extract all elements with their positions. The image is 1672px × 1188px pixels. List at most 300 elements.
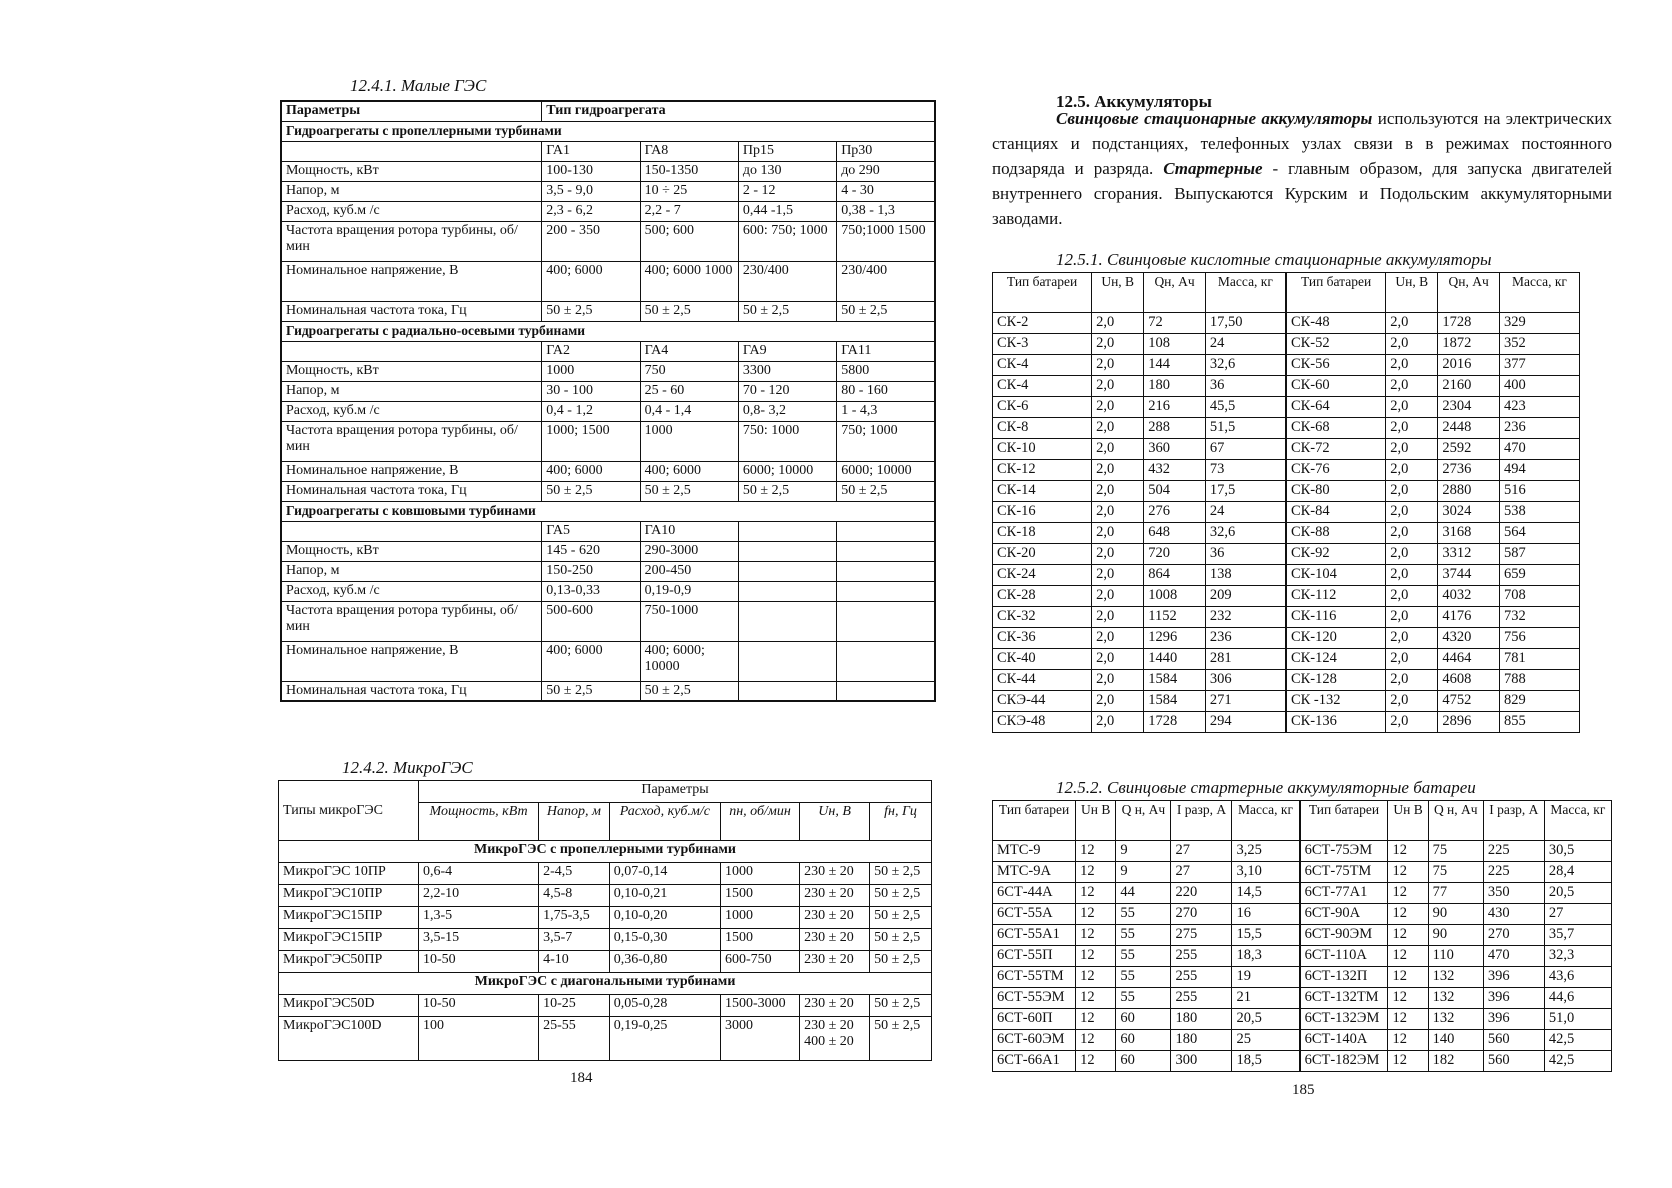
table-row [281,541,935,561]
table-cell: 6СТ-55ЭМ [993,988,1076,1009]
table-cell: 306 [1205,670,1286,691]
table-cell: 140 [1428,1030,1483,1051]
table-cell: 50 ± 2,5 [640,301,738,321]
table-cell: МТС-9 [993,841,1076,862]
table-cell: 4 - 30 [837,181,935,201]
table-cell: 27 [1544,904,1611,925]
table-cell: 108 [1144,334,1206,355]
table-row [281,181,935,201]
table-cell: 0,10-0,21 [609,885,720,907]
column-header: Uн В [1388,801,1428,841]
table-cell: 2880 [1438,481,1500,502]
table-cell: 50 ± 2,5 [870,907,932,929]
table-cell: 500; 600 [640,221,738,261]
table-cell: 0,15-0,30 [609,929,720,951]
table-row [993,586,1580,607]
table-cell [281,341,542,361]
table-cell: МикроГЭС10ПР [279,885,419,907]
table-cell: 750: 1000 [738,421,836,461]
table-cell: СК-104 [1286,565,1386,586]
table-row [993,946,1612,967]
table-cell: 30 - 100 [542,381,640,401]
table-cell: СК-28 [993,586,1092,607]
header-cell: Типы микроГЭС [279,781,419,841]
table-cell: 1500 [720,929,799,951]
table-cell: 2,0 [1092,334,1144,355]
table-cell: 50 ± 2,5 [738,301,836,321]
table-cell: МТС-9А [993,862,1076,883]
table-cell: СК-3 [993,334,1092,355]
table-cell: СК-4 [993,376,1092,397]
caption-micro-hydro: 12.4.2. МикроГЭС [342,758,473,777]
table-cell: 2,0 [1092,439,1144,460]
table-cell: СК-24 [993,565,1092,586]
table-cell: 0,8- 3,2 [738,401,836,421]
table-cell: 50 ± 2,5 [837,481,935,501]
table-cell: 3,25 [1232,841,1300,862]
table-cell: 2,0 [1092,712,1144,733]
table-cell: 2,0 [1386,460,1438,481]
table-row [993,628,1580,649]
table-row [279,951,932,973]
table-cell: 1500 [720,885,799,907]
table-cell: 6СТ-75ТМ [1300,862,1388,883]
table-cell: 0,4 - 1,2 [542,401,640,421]
micro-hydro-table [278,780,932,1061]
table-cell: 27 [1171,841,1232,862]
table-cell: 75 [1428,841,1483,862]
table-cell: 132 [1428,1009,1483,1030]
table-cell: МикроГЭС15ПР [279,907,419,929]
table-cell: СКЭ-44 [993,691,1092,712]
table-cell: 0,05-0,28 [609,995,720,1017]
table-cell: СК -132 [1286,691,1386,712]
table-cell: 150-1350 [640,161,738,181]
table-cell: 12 [1076,967,1116,988]
column-header: Тип батареи [993,801,1076,841]
table-row [993,925,1612,946]
table-cell: СК-88 [1286,523,1386,544]
table-cell [738,521,836,541]
table-cell: 6СТ-60ЭМ [993,1030,1076,1051]
table-cell [738,541,836,561]
table-cell: 2,2 - 7 [640,201,738,221]
table-cell: 44,6 [1544,988,1611,1009]
table-cell: Мощность, кВт [281,541,542,561]
table-cell: ГА5 [542,521,640,541]
table-row [993,565,1580,586]
table-cell: 750; 1000 [837,421,935,461]
table-cell: 12 [1076,883,1116,904]
table-cell: 50 ± 2,5 [870,885,932,907]
table-cell: СК-44 [993,670,1092,691]
table-cell: 2,3 - 6,2 [542,201,640,221]
table-row [993,967,1612,988]
table-cell: 2896 [1438,712,1500,733]
table-cell: 0,13-0,33 [542,581,640,601]
table-cell: Мощность, кВт [281,161,542,181]
table-cell: Пр30 [837,141,935,161]
table-cell: 35,7 [1544,925,1611,946]
table-cell: 30,5 [1544,841,1611,862]
table-cell: 1728 [1438,313,1500,334]
table-cell: 494 [1499,460,1579,481]
column-header: Мощность, кВт [419,803,539,841]
table-cell: СК-2 [993,313,1092,334]
table-cell: СК-36 [993,628,1092,649]
table-cell: 2,0 [1386,334,1438,355]
table-cell: 560 [1483,1051,1544,1072]
table-row [993,418,1580,439]
table-cell: 32,3 [1544,946,1611,967]
table-cell: 28,4 [1544,862,1611,883]
table-cell: 0,6-4 [419,863,539,885]
table-cell: 50 ± 2,5 [870,1017,932,1061]
table-cell: Номинальная частота тока, Гц [281,681,542,701]
table-cell: 2,0 [1092,565,1144,586]
column-header: Масса, кг [1499,273,1579,313]
table-cell: 25 - 60 [640,381,738,401]
column-header: Qн, Ач [1438,273,1500,313]
table-cell: 4,5-8 [539,885,610,907]
table-cell: 12 [1388,1030,1428,1051]
table-cell [281,141,542,161]
table-row [993,313,1580,334]
table-cell: 12 [1388,925,1428,946]
table-cell: 0,19-0,9 [640,581,738,601]
table-cell: 12 [1076,862,1116,883]
table-cell: 73 [1205,460,1286,481]
starter-battery-table [992,800,1612,1072]
column-header: Напор, м [539,803,610,841]
table-cell: 15,5 [1232,925,1300,946]
table-cell: 16 [1232,904,1300,925]
table-cell: 132 [1428,988,1483,1009]
table-cell: 2448 [1438,418,1500,439]
column-header: fн, Гц [870,803,932,841]
table-cell: 3000 [720,1017,799,1061]
table-cell: МикроГЭС50ПР [279,951,419,973]
table-cell: СК-20 [993,544,1092,565]
table-row [993,841,1612,862]
table-cell: 50 ± 2,5 [870,951,932,973]
table-cell: 2,0 [1386,418,1438,439]
table-cell: 77 [1428,883,1483,904]
table-row [993,1009,1612,1030]
table-row [281,341,935,361]
table-cell: 470 [1483,946,1544,967]
table-cell: СК-84 [1286,502,1386,523]
section-row [281,501,935,521]
table-row [281,161,935,181]
table-cell: ГА2 [542,341,640,361]
table-cell: Напор, м [281,181,542,201]
table-cell: 12 [1076,841,1116,862]
table-cell: 3168 [1438,523,1500,544]
table-cell: СК-18 [993,523,1092,544]
table-cell: 12 [1388,862,1428,883]
table-cell: 12 [1076,925,1116,946]
table-row [279,929,932,951]
table-cell: 2,0 [1386,439,1438,460]
table-cell: 271 [1205,691,1286,712]
table-cell: СК-52 [1286,334,1386,355]
table-cell: 400; 6000 [640,461,738,481]
table-cell: 2160 [1438,376,1500,397]
table-row [279,907,932,929]
table-cell: 6СТ-182ЭМ [1300,1051,1388,1072]
table-row [993,691,1580,712]
table-cell: 3024 [1438,502,1500,523]
table-cell: 209 [1205,586,1286,607]
table-cell: 360 [1144,439,1206,460]
table-cell: 20,5 [1544,883,1611,904]
table-cell: до 130 [738,161,836,181]
page-number-right: 185 [1292,1082,1315,1098]
table-cell: 2-4,5 [539,863,610,885]
table-cell: 516 [1499,481,1579,502]
table-cell: 230 ± 20 [800,929,870,951]
table-cell: СК-72 [1286,439,1386,460]
table-row [281,261,935,301]
table-cell: СК-40 [993,649,1092,670]
table-cell: 6СТ-132ЭМ [1300,1009,1388,1030]
table-cell: Номинальное напряжение, В [281,261,542,301]
table-cell: 24 [1205,334,1286,355]
table-cell: 3,5-7 [539,929,610,951]
table-cell: МикроГЭС15ПР [279,929,419,951]
table-cell: 67 [1205,439,1286,460]
table-cell: 230/400 [738,261,836,301]
table-cell: Номинальная частота тока, Гц [281,481,542,501]
table-cell: СК-4 [993,355,1092,376]
column-header: Uн, В [1386,273,1438,313]
table-cell: 2,0 [1386,397,1438,418]
table-cell: 2,0 [1386,376,1438,397]
column-header: Qн, Ач [1144,273,1206,313]
table-cell: 750 [640,361,738,381]
table-cell: СК-10 [993,439,1092,460]
table-row [993,439,1580,460]
table-cell: 51,5 [1205,418,1286,439]
table-cell: СК-124 [1286,649,1386,670]
table-cell: 36 [1205,376,1286,397]
table-cell: 45,5 [1205,397,1286,418]
table-cell: 377 [1499,355,1579,376]
table-cell: 50 ± 2,5 [870,929,932,951]
column-header: Тип батареи [1286,273,1386,313]
table-cell: 2,0 [1092,607,1144,628]
table-cell: 32,6 [1205,523,1286,544]
table-cell: СК-14 [993,481,1092,502]
table-cell: 2,0 [1386,628,1438,649]
table-cell: 12 [1076,904,1116,925]
stationary-battery-table [992,272,1580,733]
table-cell: ГА1 [542,141,640,161]
section-title: МикроГЭС с пропеллерными турбинами [279,841,932,863]
table-cell: 9 [1116,862,1171,883]
table-cell: 6000; 10000 [738,461,836,481]
table-cell: 50 ± 2,5 [640,681,738,701]
table-cell: 0,38 - 1,3 [837,201,935,221]
table-cell: 75 [1428,862,1483,883]
table-row [281,381,935,401]
column-header: Uн, В [800,803,870,841]
table-cell: 50 ± 2,5 [870,863,932,885]
table-cell: 25-55 [539,1017,610,1061]
column-header: Тип батареи [1300,801,1388,841]
table-cell: СК-136 [1286,712,1386,733]
table-cell [837,521,935,541]
table-cell: Номинальное напряжение, В [281,641,542,681]
table-cell: СК-68 [1286,418,1386,439]
table-cell: 12 [1388,904,1428,925]
table-cell: 1296 [1144,628,1206,649]
table-cell: 6СТ-90А [1300,904,1388,925]
table-cell: 27 [1171,862,1232,883]
table-cell: 180 [1171,1009,1232,1030]
table-cell: 1500-3000 [720,995,799,1017]
table-row [993,376,1580,397]
table-cell: 50 ± 2,5 [542,481,640,501]
table-cell: 2016 [1438,355,1500,376]
column-header: Расход, куб.м/с [609,803,720,841]
column-header: Uн В [1076,801,1116,841]
table-cell: 400; 6000; 10000 [640,641,738,681]
table-cell: Расход, куб.м /с [281,201,542,221]
table-cell: 0,10-0,20 [609,907,720,929]
table-cell: 180 [1171,1030,1232,1051]
table-cell: 72 [1144,313,1206,334]
table-cell: 1584 [1144,670,1206,691]
table-cell: 708 [1499,586,1579,607]
table-cell: 230 ± 20 [800,863,870,885]
table-cell: 10 ÷ 25 [640,181,738,201]
table-cell: 720 [1144,544,1206,565]
table-cell: 2 - 12 [738,181,836,201]
table-cell: 750;1000 1500 [837,221,935,261]
table-cell: МикроГЭС50D [279,995,419,1017]
table-cell: 6СТ-44А [993,883,1076,904]
table-header-row [281,101,935,121]
table-cell: 6СТ-55А1 [993,925,1076,946]
table-cell: 2,0 [1092,523,1144,544]
table-row [281,461,935,481]
column-header: I разр, А [1171,801,1232,841]
table-cell: 25 [1232,1030,1300,1051]
table-cell: 6СТ-140А [1300,1030,1388,1051]
table-cell: 294 [1205,712,1286,733]
table-cell: 2,0 [1386,313,1438,334]
table-cell: Расход, куб.м /с [281,581,542,601]
table-row [281,601,935,641]
table-cell: 4-10 [539,951,610,973]
table-cell: 276 [1144,502,1206,523]
table-cell: 756 [1499,628,1579,649]
table-cell: 12 [1388,1051,1428,1072]
table-row [993,523,1580,544]
table-cell: 270 [1483,925,1544,946]
table-cell: 3744 [1438,565,1500,586]
lead-term: Свинцовые стационарные аккумуляторы [1056,109,1373,128]
table-cell: 1008 [1144,586,1206,607]
table-cell: 2,0 [1092,376,1144,397]
table-row [993,712,1580,733]
table-cell: 1872 [1438,334,1500,355]
table-row [993,355,1580,376]
table-cell: 32,6 [1205,355,1286,376]
table-cell: СКЭ-48 [993,712,1092,733]
table-cell: Частота вращения ротора турбины, об/мин [281,601,542,641]
table-cell: 1000 [720,907,799,929]
table-cell: МикроГЭС 10ПР [279,863,419,885]
table-cell: 2,0 [1386,670,1438,691]
table-cell: ГА9 [738,341,836,361]
table-cell: 14,5 [1232,883,1300,904]
table-cell: 132 [1428,967,1483,988]
table-row [993,334,1580,355]
table-row [281,201,935,221]
table-cell: СК-48 [1286,313,1386,334]
table-cell [738,581,836,601]
table-row [279,885,932,907]
table-row [993,397,1580,418]
table-cell: 255 [1171,988,1232,1009]
column-header: Масса, кг [1232,801,1300,841]
table-cell: 50 ± 2,5 [542,681,640,701]
table-header-row [279,781,932,803]
table-cell: 60 [1116,1030,1171,1051]
table-cell: 2,0 [1092,628,1144,649]
intro-paragraph [992,106,1612,231]
table-cell: СК-120 [1286,628,1386,649]
table-cell: 504 [1144,481,1206,502]
table-cell: Частота вращения ротора турбины, об/мин [281,421,542,461]
table-cell: 60 [1116,1009,1171,1030]
table-cell: 3,10 [1232,862,1300,883]
table-row [993,904,1612,925]
table-cell: 4464 [1438,649,1500,670]
table-cell: 2,0 [1386,355,1438,376]
table-cell: 2,0 [1386,481,1438,502]
table-cell: 2,0 [1386,607,1438,628]
table-cell: 6СТ-60П [993,1009,1076,1030]
table-cell: 230 ± 20 [800,907,870,929]
table-row [993,988,1612,1009]
table-row [281,481,935,501]
table-row [281,581,935,601]
section-row [279,973,932,995]
table-cell: 42,5 [1544,1030,1611,1051]
table-cell: 1152 [1144,607,1206,628]
table-cell: 2,0 [1092,586,1144,607]
section-row [281,121,935,141]
table-cell: 200 - 350 [542,221,640,261]
table-cell: 44 [1116,883,1171,904]
table-cell: 12 [1076,988,1116,1009]
table-cell: 182 [1428,1051,1483,1072]
second-term: Стартерные [1163,159,1263,178]
caption-starter: 12.5.2. Свинцовые стартерные аккумуляторные батареи [1056,778,1476,797]
table-row [281,521,935,541]
table-cell: 10-50 [419,951,539,973]
section-row [281,321,935,341]
table-cell: 18,5 [1232,1051,1300,1072]
table-cell: 42,5 [1544,1051,1611,1072]
table-cell: Мощность, кВт [281,361,542,381]
table-cell [837,641,935,681]
table-cell: 659 [1499,565,1579,586]
